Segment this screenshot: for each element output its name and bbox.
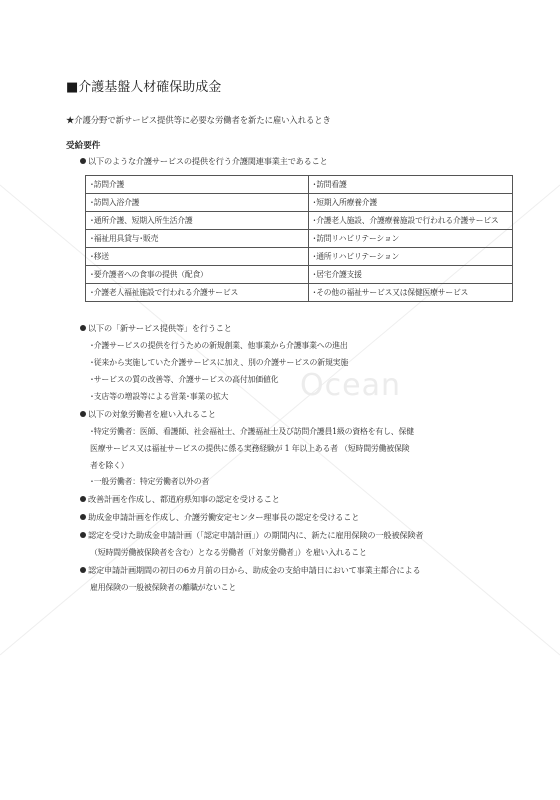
requirement-bullet bbox=[80, 512, 359, 523]
table-cell: ･移送 bbox=[86, 248, 309, 266]
new-service-item: ･支店等の増設等による営業･事業の拡大 bbox=[90, 392, 229, 401]
new-service-item: ･サービスの質の改善等、介護サービスの高付加価値化 bbox=[90, 375, 279, 384]
worker-item: ･特定労働者：医師、看護師、社会福祉士、介護福祉士及び訪問介護員1級の資格を有し、保健 bbox=[90, 427, 414, 436]
table-row bbox=[86, 248, 513, 266]
table-row bbox=[86, 284, 513, 302]
bullet-text: 以下の「新サービス提供等」を行うこと bbox=[88, 323, 232, 333]
table-row bbox=[86, 194, 513, 212]
table-cell: ･その他の福祉サービス又は保健医療サービス bbox=[308, 284, 513, 302]
bullet-icon bbox=[80, 514, 86, 520]
bullet-icon bbox=[80, 567, 86, 573]
table-cell: ･訪問リハビリテーション bbox=[308, 230, 513, 248]
bullet-text: 認定を受けた助成金申請計画（「認定申請計画」）の期間内に、新たに雇用保険の一般被保険者 bbox=[88, 530, 424, 540]
bullet-icon bbox=[80, 325, 86, 331]
bullet-text: 以下の対象労働者を雇い入れること bbox=[88, 409, 216, 419]
table-cell: ･介護老人福祉施設で行われる介護サービス bbox=[86, 284, 309, 302]
bullet-text: 改善計画を作成し、都道府県知事の認定を受けること bbox=[88, 494, 280, 504]
service-table bbox=[85, 175, 513, 302]
table-cell: ･訪問看護 bbox=[308, 176, 513, 194]
requirement-bullet bbox=[80, 409, 216, 420]
requirement-bullet bbox=[80, 323, 232, 334]
requirements-heading: 受給要件 bbox=[66, 141, 101, 151]
table-cell: ･訪問介護 bbox=[86, 176, 309, 194]
table-row bbox=[86, 212, 513, 230]
requirement-bullet bbox=[80, 565, 421, 576]
requirement-bullet bbox=[80, 156, 328, 167]
table-cell: ･介護老人施設、介護療養施設で行われる介護サービス bbox=[308, 212, 513, 230]
table-cell: ･通所リハビリテーション bbox=[308, 248, 513, 266]
table-cell: ･要介護者への食事の提供（配食） bbox=[86, 266, 309, 284]
table-row bbox=[86, 266, 513, 284]
table-cell: ･短期入所療養介護 bbox=[308, 194, 513, 212]
new-service-item: ･従来から実施していた介護サービスに加え、別の介護サービスの新規実施 bbox=[90, 358, 349, 367]
new-service-item: ･介護サービスの提供を行うための新規創業、他事業から介護事業への進出 bbox=[90, 341, 348, 350]
watermark-text: Ocean bbox=[300, 368, 401, 403]
bullet-icon bbox=[80, 496, 86, 502]
requirement-bullet bbox=[80, 494, 280, 505]
bullet-icon bbox=[80, 532, 86, 538]
worker-item-continued: 医療サービス又は福祉サービスの提供に係る実務経験が 1 年以上ある者 （短時間労働被保険 bbox=[90, 444, 410, 453]
table-cell: ･訪問入浴介護 bbox=[86, 194, 309, 212]
requirement-bullet bbox=[80, 530, 423, 541]
bullet-text: 認定申請計画期間の初日の6カ月前の日から、助成金の支給申請日において事業主都合による bbox=[88, 565, 421, 575]
page-subtitle: ★介護分野で新サービス提供等に必要な労働者を新たに雇い入れるとき bbox=[66, 115, 331, 125]
worker-item: ･一般労働者：特定労働者以外の者 bbox=[90, 477, 210, 486]
table-row bbox=[86, 176, 513, 194]
bullet-continuation: （短時間労働被保険者を含む）となる労働者（「対象労働者」）を雇い入れること bbox=[90, 548, 367, 557]
bullet-text: 以下のような介護サービスの提供を行う介護関連事業主であること bbox=[88, 156, 328, 166]
worker-item-continued: 者を除く） bbox=[90, 461, 129, 470]
page-title: ■介護基盤人材確保助成金 bbox=[66, 80, 222, 95]
table-row bbox=[86, 230, 513, 248]
table-cell: ･福祉用具貸与･販売 bbox=[86, 230, 309, 248]
bullet-icon bbox=[80, 411, 86, 417]
table-cell: ･通所介護、短期入所生活介護 bbox=[86, 212, 309, 230]
bullet-continuation: 雇用保険の一般被保険者の離職がないこと bbox=[90, 583, 237, 592]
bullet-icon bbox=[80, 158, 86, 164]
bullet-text: 助成金申請計画を作成し、介護労働安定センター理事長の認定を受けること bbox=[88, 512, 360, 522]
table-cell: ･居宅介護支援 bbox=[308, 266, 513, 284]
